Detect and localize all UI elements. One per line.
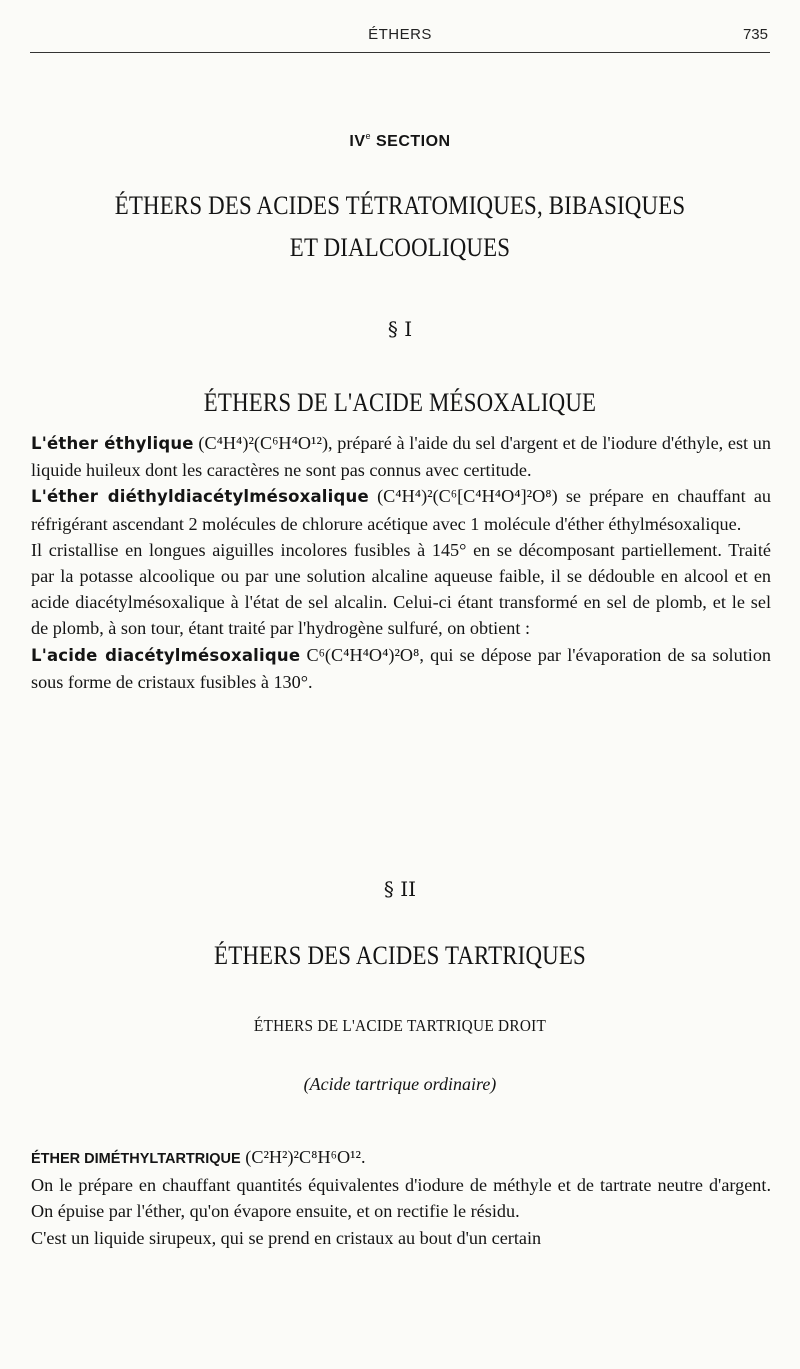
paragraph-title-1: ÉTHERS DE L'ACIDE MÉSOXALIQUE [203,388,597,417]
text-block-1 [31,430,771,695]
page-number: 735 [742,26,768,43]
paragraph-acide-diacetyl [31,642,771,695]
subsection-title: ÉTHERS DE L'ACIDE TARTRIQUE DROIT [253,1016,547,1035]
section-label [0,131,800,151]
term-ether-ethylique: L'éther éthylique [31,434,194,453]
formula-acide-diacetyl: C⁶(C⁴H⁴O⁴)²O⁸, [306,644,424,665]
section-title-line-1: ÉTHERS DES ACIDES TÉTRATOMIQUES, BIBASIQUES [114,191,686,220]
section-title-line-2: ET DIALCOOLIQUES [289,233,511,262]
text-ether-ethylique: préparé à l'aide du sel d'argent et de l'iodure d'éthyle, est un liquide huileux dont les caractères ne sont pas connus avec certitude. [31,433,771,481]
formula-ether-ethylique: (C⁴H⁴)²(C⁶H⁴O¹²), [198,433,333,453]
paragraph-liquide-sirupeux: C'est un liquide sirupeux, qui se prend en cristaux au bout d'un certain [31,1227,542,1248]
paragraph-ether-ethylique [31,430,771,483]
running-head [30,24,770,53]
term-ether-dimethyl: ÉTHER DIMÉTHYLTARTRIQUE [31,1151,241,1167]
paragraph-mark-2: § II [383,877,417,901]
paragraph-ether-dimethyl [31,1144,771,1172]
section-number-suffix: e [365,131,372,141]
paragraph-mark-1: § I [387,317,413,341]
section-number: IV [349,133,366,150]
section-word: SECTION [371,133,451,150]
formula-ether-diethyldiacetyl: (C⁴H⁴)²(C⁶[C⁴H⁴O⁴]²O⁸) [377,486,558,507]
text-acide-diacetyl: qui se dépose par l'évaporation de sa solution sous forme de cristaux fusibles à 130°. [31,644,772,692]
paragraph-ether-diethyldiacetyl [31,483,771,536]
term-ether-diethyldiacetyl: L'éther diéthyldiacétylmésoxalique [31,487,369,507]
running-head-title: ÉTHERS [368,26,432,43]
term-acide-diacetyl: L'acide diacétylmésoxalique [31,645,301,665]
text-ether-diethyldiacetyl: se prépare en chauffant au réfrigérant ascendant 2 molécules de chlorure acétique avec 1 molécule d'éther éthylmésoxalique. [31,486,771,534]
paragraph-title-2: ÉTHERS DES ACIDES TARTRIQUES [214,941,586,970]
paragraph-cristallisation: Il cristallise en longues aiguilles incolores fusibles à 145° en se décomposant partiellement. Traité par la potasse alcoolique ou par une solution alcaline aqueuse faible, il se dédouble en alcool et en acide diacétylmésoxalique à l'état de sel alcalin. Celui-ci étant transformé en sel de plomb, et le sel de plomb, à son tour, étant traité par l'hydrogène sulfuré, on obtient : [31,539,771,639]
formula-ether-dimethyl: (C²H²)²C⁸H⁶O¹². [245,1147,366,1167]
subsection-subtitle: (Acide tartrique ordinaire) [303,1074,497,1094]
paragraph-preparation: On le prépare en chauffant quantités équivalentes d'iodure de méthyle et de tartrate neutre d'argent. On épuise par l'éther, qu'on évapore ensuite, et on rectifie le résidu. [31,1175,771,1222]
text-block-2 [31,1144,771,1251]
